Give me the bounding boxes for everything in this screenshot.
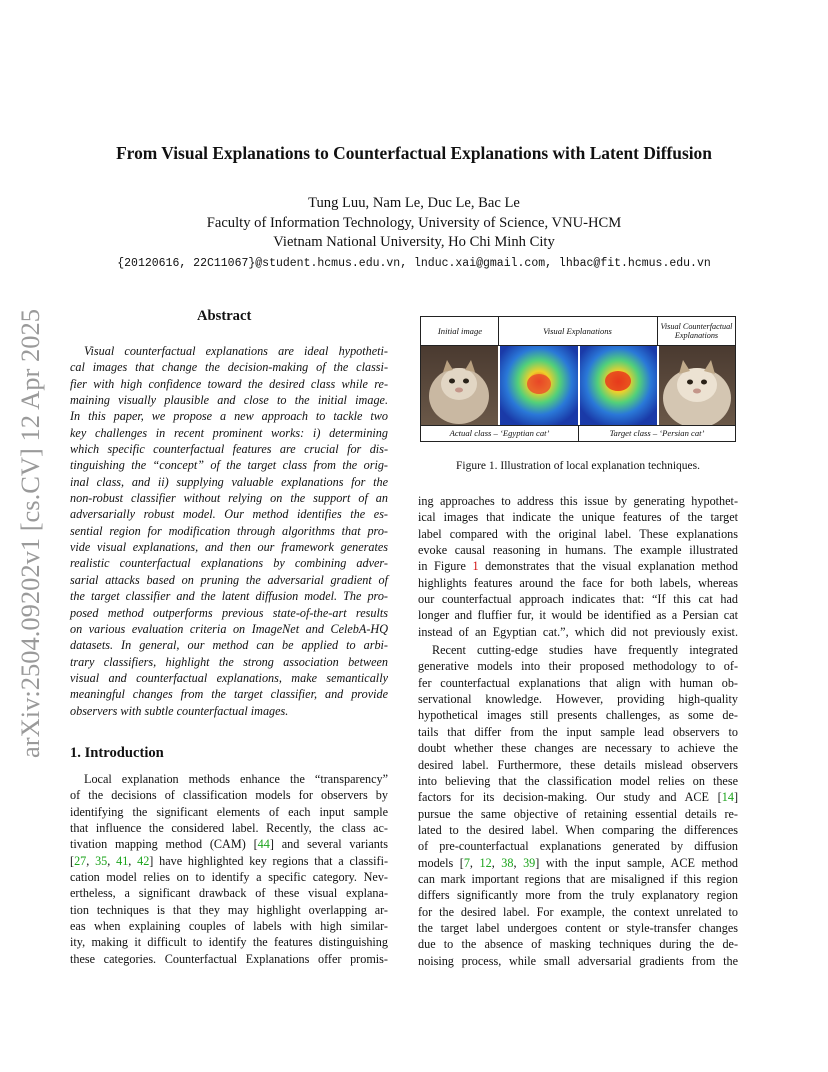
intro-line: these categories. Counterfactual Explanations offer promis- — [70, 951, 388, 966]
body-line: label compared with the original label. These explanations — [418, 526, 738, 541]
body-line: doubt whether these changes are necessary to achieve the — [418, 741, 738, 756]
body-line: for the desired label. For example, the context unrelated to — [418, 904, 738, 919]
citation-link[interactable]: 12 — [479, 855, 492, 870]
citation-link[interactable]: 14 — [721, 790, 734, 805]
body-line: Recent cutting-edge studies have frequently integrated — [432, 643, 738, 658]
intro-line: ertheless, a significant drawback of these visual explana- — [70, 886, 388, 901]
citation-link[interactable]: 39 — [523, 855, 536, 870]
intro-line: eas when explaining couples of labels with high similar- — [70, 919, 388, 934]
right-column-body — [418, 493, 738, 969]
intro-line: of the decisions of classification models for observers by — [70, 788, 388, 803]
body-line: noising process, while small adversarial gradients from the — [418, 953, 738, 968]
abstract-line: adversarially robust model. Our method identifies the es- — [70, 507, 388, 522]
figure-divider — [498, 317, 499, 345]
figure-header-visual: Visual Explanations — [543, 325, 612, 336]
citation-link[interactable]: 38 — [501, 855, 514, 870]
body-line: longer and fluffier fur, it would be identified as a Persian cat — [418, 608, 738, 623]
introduction-heading: 1. Introduction — [70, 745, 164, 761]
abstract-line: trary classifiers, highlight the strong association between — [70, 654, 388, 669]
abstract-line: realistic counterfactual explanations by combining adver- — [70, 556, 388, 571]
figure-divider — [657, 317, 658, 345]
abstract-line: non-robust classifier without relying on the support of an — [70, 491, 388, 506]
body-text: models [ — [418, 855, 464, 870]
body-line: models [7, 12, 38, 39] with the input sample, ACE method — [418, 855, 739, 870]
intro-text: [ — [70, 853, 75, 868]
abstract-line: tinguishing the “concept” of the target class from the orig- — [70, 458, 388, 473]
figure-reference-link[interactable]: 1 — [472, 559, 479, 574]
abstract-line: meaningful changes from the target classifier, and provide — [70, 687, 388, 702]
abstract-line: sarial attacks based on pruning the adversarial gradient of — [70, 572, 388, 587]
abstract-line: vide visual explanations, and then our framework generates — [70, 540, 388, 555]
arxiv-sidebar — [6, 288, 56, 758]
abstract-line: visual and counterfactual explanations, make semantically — [70, 670, 388, 685]
body-line: ical images that indicate the unique features of the target — [418, 510, 738, 525]
body-line: servational knowledge. However, providing high-quality — [418, 692, 738, 707]
intro-line: [27, 35, 41, 42] have highlighted key regions that a classifi- — [70, 853, 389, 868]
abstract-line: In this paper, we propose a new approach to tackle two — [70, 409, 388, 424]
abstract-line: key challenges in recent prominent works: i) determining — [70, 425, 388, 440]
abstract-line: cal images that change the decision-making of the classi- — [70, 360, 388, 375]
abstract-line: observers with subtle counterfactual images. — [70, 703, 289, 718]
body-line: tails that differ from the input sample lead observers to — [418, 724, 738, 739]
body-line: desired label. Furthermore, these details mislead observers — [418, 757, 738, 772]
body-line: the target label undergoes content or style-transfer changes — [418, 920, 738, 935]
introduction-body — [70, 771, 388, 967]
intro-text: ] and several variants — [269, 837, 389, 852]
initial-cat-image — [421, 346, 498, 425]
body-line: evoke causal reasoning in humans. The example illustrated — [418, 543, 738, 558]
heatmap-persian-image — [580, 346, 657, 425]
intro-line: Local explanation methods enhance the “transparency” — [84, 772, 388, 786]
citation-link[interactable]: 41 — [116, 853, 129, 868]
body-line — [418, 789, 738, 805]
body-line: highlights features around the face for both labels, whereas — [418, 575, 738, 590]
body-line: can mark important regions that are misaligned if this region — [418, 871, 738, 886]
affiliation-line-1: Faculty of Information Technology, University of Science, VNU-HCM — [206, 215, 622, 231]
body-line: into believing that the classification model relies on these — [418, 773, 738, 788]
body-line: of pre-counterfactual explanations generated by diffusion — [418, 839, 738, 854]
body-line: fer counterfactual explanations that align with human ob- — [418, 675, 738, 690]
body-line: due to the absence of masking techniques during the de- — [418, 937, 738, 952]
intro-line: that influence the considered label. Recently, the class ac- — [70, 821, 388, 836]
citation-link[interactable]: 27 — [74, 853, 87, 868]
body-line: hypothetical images still presents challenges, as some de- — [418, 708, 738, 723]
body-line: our counterfactual approach indicates that: “If this cat had — [418, 592, 738, 607]
body-line: pursue the same objective of retaining essential details re- — [418, 806, 738, 821]
body-line: lated to the desired label. When comparing the differences — [418, 822, 738, 837]
intro-line: ity, making it difficult to identify the features distinguishing — [70, 935, 388, 950]
body-text: ] with the input sample, ACE method — [535, 855, 739, 870]
intro-line: tion techniques is that they may highlight overlapping ar- — [70, 902, 388, 917]
abstract-line: sential region for modification through algorithms that pro- — [70, 523, 388, 538]
figure-1-caption: Figure 1. Illustration of local explanation techniques. — [456, 460, 700, 472]
body-line: instead of an Egyptian cat.”, which did not previously exist. — [418, 624, 738, 639]
counterfactual-cat-image — [659, 346, 735, 425]
body-line — [418, 558, 738, 574]
abstract-line: inal class, and ii) supplying valuable explanations for the — [70, 474, 388, 489]
author-emails: {20120616, 22C11067}@student.hcmus.edu.vn, lnduc.xai@gmail.com, lhbac@fit.hcmus.edu.vn — [117, 257, 711, 270]
body-text: in Figure — [418, 559, 473, 574]
figure-header-counterfactual: Visual Counterfactual Explanations — [660, 322, 733, 340]
body-text: factors for its decision-making. Our study and ACE [ — [418, 790, 722, 805]
heatmap-egyptian-image — [500, 346, 578, 425]
intro-line: identifying the significant elements of each input sample — [70, 804, 388, 819]
intro-line: cation model relies on to identify a specific category. Nev- — [70, 870, 388, 885]
body-line: differs significantly more from the truly explanatory region — [418, 888, 738, 903]
abstract-line: datasets. In general, our method can be applied to arbi- — [70, 638, 388, 653]
body-text: demonstrates that the visual explanation method — [478, 559, 738, 574]
abstract-line: Visual counterfactual explanations are ideal hypotheti- — [84, 344, 388, 358]
citation-link[interactable]: 44 — [257, 837, 270, 852]
body-line: ing approaches to address this issue by generating hypothet- — [418, 494, 738, 508]
abstract-body — [70, 343, 388, 719]
body-line: generative models into their proposed methodology to of- — [418, 659, 738, 674]
paper-title: From Visual Explanations to Counterfactual Explanations with Latent Diffusion — [116, 143, 712, 163]
citation-link[interactable]: 7 — [463, 855, 470, 870]
intro-text: tivation mapping method (CAM) [ — [70, 837, 258, 852]
abstract-line: the target classifier and the latent diffusion model. The pro- — [70, 589, 388, 604]
figure-header-initial: Initial image — [437, 325, 483, 336]
intro-line — [70, 836, 388, 852]
arxiv-identifier: arXiv:2504.09202v1 [cs.CV] 12 Apr 2025 — [15, 309, 45, 758]
author-list: Tung Luu, Nam Le, Duc Le, Bac Le — [308, 195, 520, 211]
abstract-line: posed method outperforms previous state-of-the-art results — [70, 605, 388, 620]
figure-1 — [420, 316, 736, 442]
abstract-heading: Abstract — [197, 308, 252, 324]
abstract-line: fier with high confidence toward the desired class while re- — [70, 376, 388, 391]
abstract-line: on various evaluation criteria on ImageNet and CelebA-HQ — [70, 621, 388, 636]
body-text: ] — [733, 790, 738, 805]
abstract-line: maining visually plausible and close to the initial image. — [70, 393, 388, 408]
figure-footer-target: Target class – ‘Persian cat’ — [609, 428, 705, 438]
figure-image-strip — [421, 346, 735, 425]
affiliation-line-2: Vietnam National University, Ho Chi Minh City — [273, 234, 555, 250]
abstract-line: which specific counterfactual features are crucial for dis- — [70, 442, 388, 457]
figure-footer-actual: Actual class – ‘Egyptian cat’ — [449, 428, 550, 438]
intro-text: ] have highlighted key regions that a classifi- — [149, 853, 389, 868]
citation-link[interactable]: 42 — [137, 853, 150, 868]
citation-link[interactable]: 35 — [95, 853, 108, 868]
